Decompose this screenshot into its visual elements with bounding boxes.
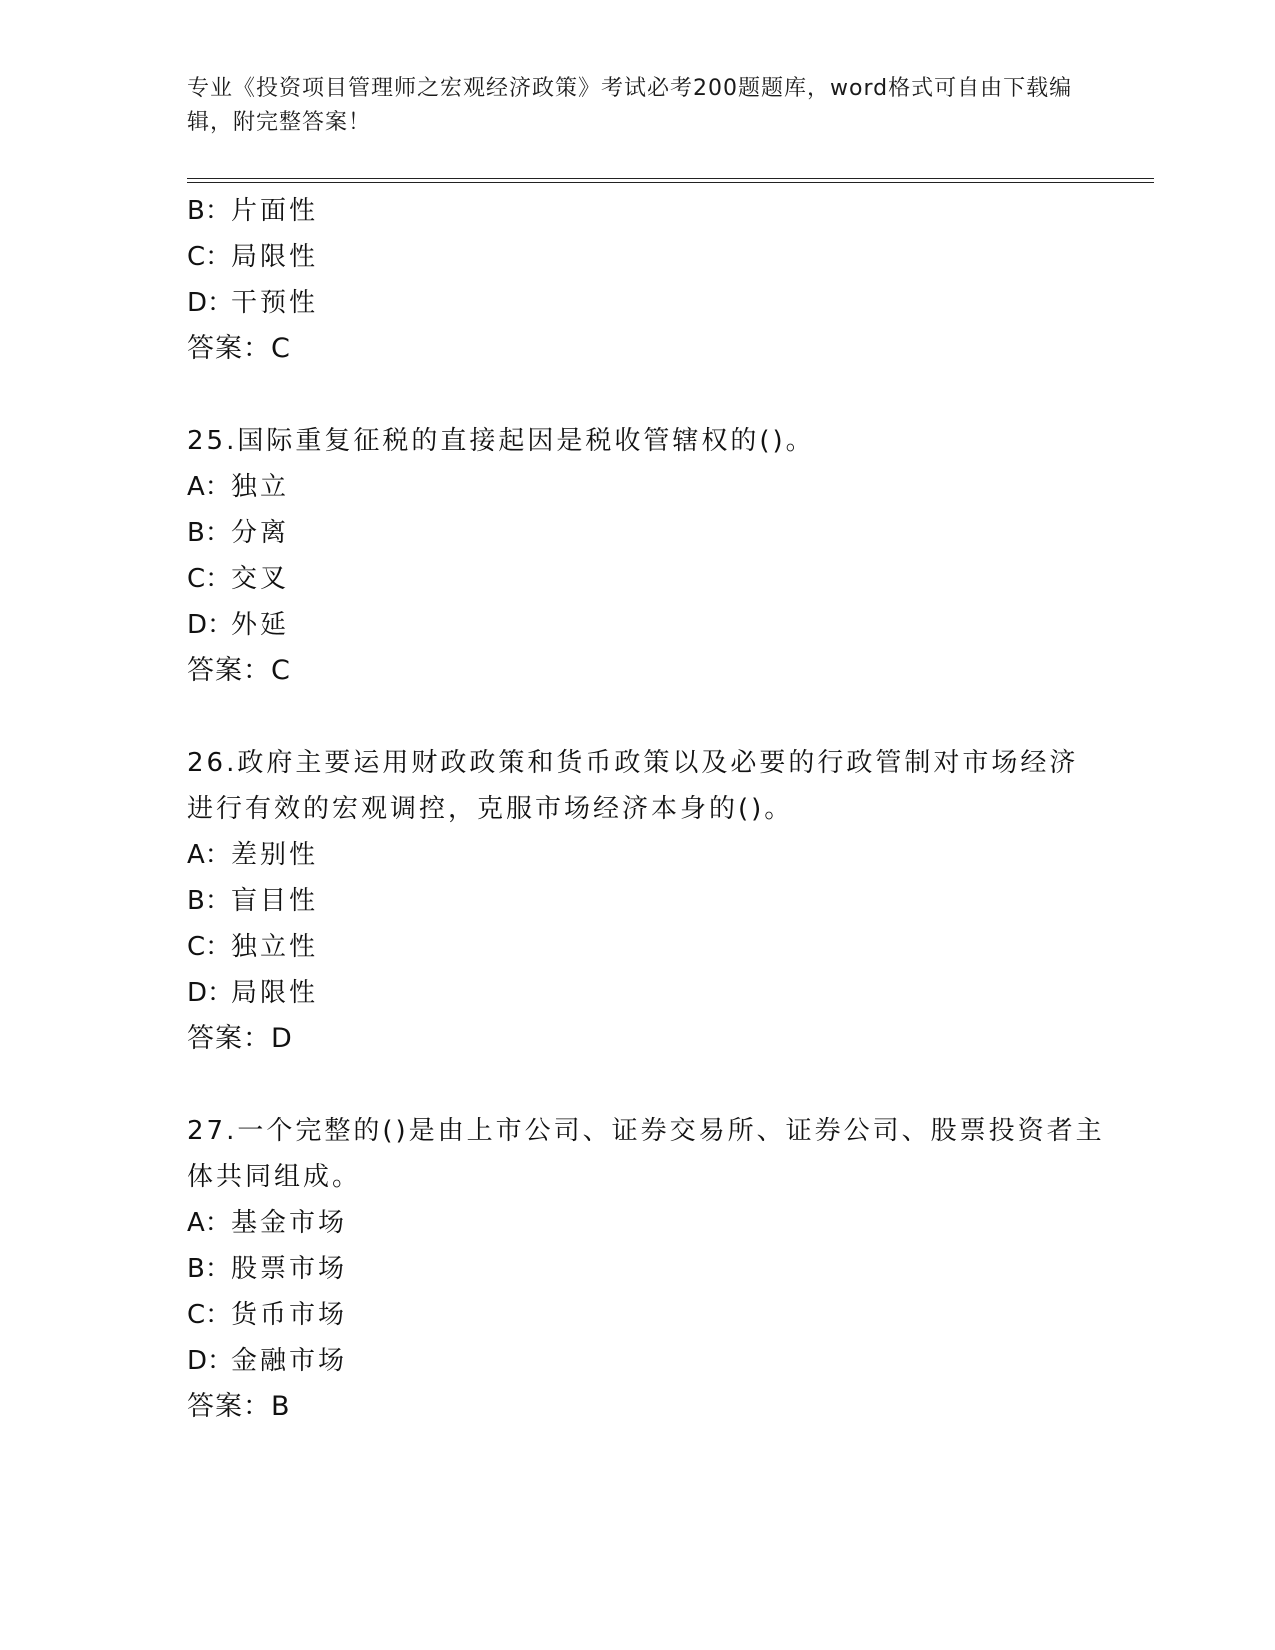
question-continued: [187, 188, 1147, 372]
option-text: 交叉: [231, 564, 290, 594]
header-divider-bottom: [187, 182, 1154, 183]
question-25: [187, 418, 1147, 694]
option-text: 基金市场: [231, 1208, 348, 1238]
option-text: 分离: [231, 518, 290, 548]
option-key: D：: [187, 978, 234, 1008]
answer-line: 答案：B: [187, 1391, 291, 1422]
option-key: C：: [187, 1300, 232, 1330]
question-list: [187, 188, 1147, 1430]
spacer: [187, 694, 1147, 740]
option-text: 独立性: [231, 932, 319, 962]
option-item: [187, 280, 1147, 326]
option-item: [187, 510, 1147, 556]
option-item: [187, 556, 1147, 602]
option-text: 片面性: [231, 196, 319, 226]
option-text: 差别性: [231, 840, 319, 870]
option-key: B：: [187, 1254, 231, 1284]
option-item: [187, 464, 1147, 510]
option-key: A：: [187, 1208, 231, 1238]
option-key: D：: [187, 288, 234, 318]
option-item: [187, 1246, 1147, 1292]
option-key: A：: [187, 472, 231, 502]
question-text: 26.政府主要运用财政政策和货币政策以及必要的行政管制对市场经济进行有效的宏观调控，克服市场经济本身的()。: [187, 748, 1079, 824]
option-item: [187, 1200, 1147, 1246]
option-key: B：: [187, 518, 231, 548]
option-text: 股票市场: [231, 1254, 348, 1284]
option-item: [187, 970, 1147, 1016]
header-divider-top: [187, 178, 1154, 179]
option-text: 金融市场: [231, 1346, 348, 1376]
option-key: D：: [187, 1346, 234, 1376]
question-27: [187, 1108, 1147, 1430]
option-text: 盲目性: [231, 886, 319, 916]
option-key: B：: [187, 886, 231, 916]
option-item: [187, 188, 1147, 234]
option-item: [187, 1338, 1147, 1384]
answer-line: 答案：C: [187, 655, 291, 686]
option-text: 独立: [231, 472, 290, 502]
option-item: [187, 234, 1147, 280]
option-item: [187, 602, 1147, 648]
answer-line: 答案：C: [187, 333, 291, 364]
option-text: 局限性: [231, 978, 319, 1008]
option-text: 外延: [231, 610, 290, 640]
option-key: D：: [187, 610, 234, 640]
option-item: [187, 924, 1147, 970]
option-key: B：: [187, 196, 231, 226]
spacer: [187, 372, 1147, 418]
option-text: 局限性: [231, 242, 319, 272]
option-text: 干预性: [231, 288, 319, 318]
option-item: [187, 1292, 1147, 1338]
page-header-title: 专业《投资项目管理师之宏观经济政策》考试必考200题题库，word格式可自由下载编辑，附完整答案！: [187, 76, 1073, 135]
option-text: 货币市场: [231, 1300, 348, 1330]
option-item: [187, 832, 1147, 878]
question-26: [187, 740, 1147, 1062]
answer-line: 答案：D: [187, 1023, 293, 1054]
option-key: C：: [187, 932, 232, 962]
spacer: [187, 1062, 1147, 1108]
question-text: 25.国际重复征税的直接起因是税收管辖权的()。: [187, 426, 815, 456]
option-key: A：: [187, 840, 231, 870]
option-item: [187, 878, 1147, 924]
option-key: C：: [187, 564, 232, 594]
question-text: 27.一个完整的()是由上市公司、证券交易所、证券公司、股票投资者主体共同组成。: [187, 1116, 1105, 1192]
option-key: C：: [187, 242, 232, 272]
